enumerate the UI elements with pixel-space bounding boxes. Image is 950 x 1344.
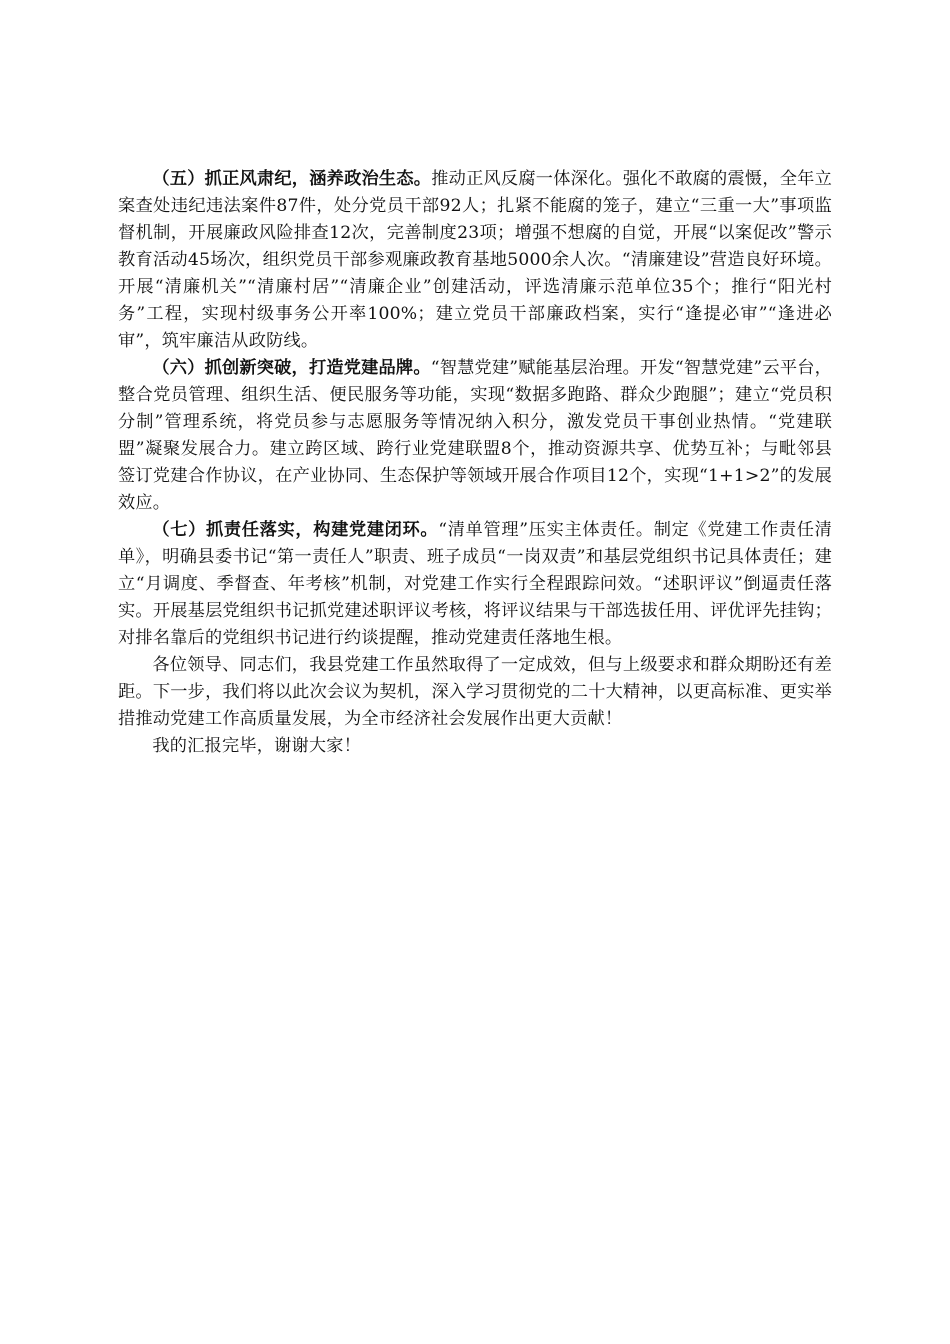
closing-text: 我的汇报完毕，谢谢大家！ xyxy=(152,736,362,756)
section-heading: （七）抓责任落实，构建党建闭环。 xyxy=(152,520,439,540)
paragraph-section-5 xyxy=(118,166,832,355)
document-body xyxy=(118,166,832,760)
section-text: “清单管理”压实主体责任。制定《党建工作责任清单》，明确县委书记“第一责任人”职责、班子成员“一岗双责”和基层党组织书记具体责任；建立“月调度、季督查、年考核”机制，对党建工作实行全程跟踪问效。“述职评议”倒逼责任落实。开展基层党组织书记抓党建述职评议考核，将评议结果与干部选拔任用、评优评先挂钩；对排名靠后的党组织书记进行约谈提醒，推动党建责任落地生根。 xyxy=(118,520,832,648)
section-text: 推动正风反腐一体深化。强化不敢腐的震慑，全年立案查处违纪违法案件87件，处分党员干部92人；扎紧不能腐的笼子，建立“三重一大”事项监督机制，开展廉政风险排查12次，完善制度23项；增强不想腐的自觉，开展“以案促改”警示教育活动45场次，组织党员干部参观廉政教育基地5000余人次。“清廉建设”营造良好环境。开展“清廉机关”“清廉村居”“清廉企业”创建活动，评选清廉示范单位35个；推行“阳光村务”工程，实现村级事务公开率100%；建立党员干部廉政档案，实行“逢提必审”“逢进必审”，筑牢廉洁从政防线。 xyxy=(118,169,832,351)
section-text: “智慧党建”赋能基层治理。开发“智慧党建”云平台，整合党员管理、组织生活、便民服务等功能，实现“数据多跑路、群众少跑腿”；建立“党员积分制”管理系统，将党员参与志愿服务等情况纳入积分，激发党员干事创业热情。“党建联盟”凝聚发展合力。建立跨区域、跨行业党建联盟8个，推动资源共享、优势互补；与毗邻县签订党建合作协议，在产业协同、生态保护等领域开展合作项目12个，实现“1+1>2”的发展效应。 xyxy=(118,358,832,513)
paragraph-section-7 xyxy=(118,517,832,652)
paragraph-section-6 xyxy=(118,355,832,517)
paragraph-conclusion xyxy=(118,652,832,733)
section-heading: （六）抓创新突破，打造党建品牌。 xyxy=(152,358,431,378)
paragraph-closing xyxy=(118,733,832,760)
conclusion-text: 各位领导、同志们，我县党建工作虽然取得了一定成效，但与上级要求和群众期盼还有差距。下一步，我们将以此次会议为契机，深入学习贯彻党的二十大精神，以更高标准、更实举措推动党建工作高质量发展，为全市经济社会发展作出更大贡献！ xyxy=(118,655,832,729)
section-heading: （五）抓正风肃纪，涵养政治生态。 xyxy=(152,169,432,189)
